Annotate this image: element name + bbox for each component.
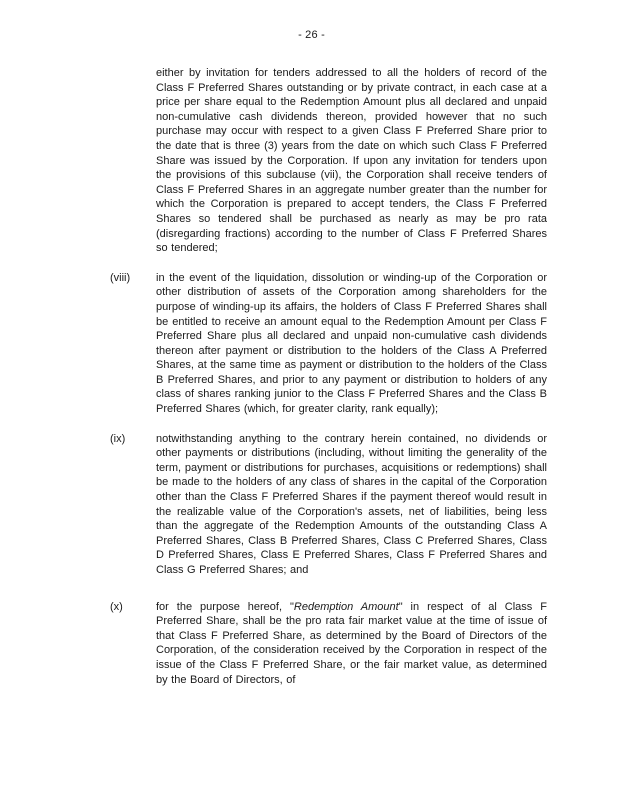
clause-item — [110, 66, 547, 256]
clause-item — [110, 600, 547, 688]
clause-text-segment: for the purpose hereof, " — [156, 600, 294, 613]
clause-text-segment: notwithstanding anything to the contrary herein contained, no dividends or other payments or distributions (including, without limiting the generality of the term, payment or distributions for purchases, acquisitions or redemptions) shall be made to the holders of any class of shares in the capital of the Corporation other than the Class F Preferred Shares if the payment thereof would result in the realizable value of the Corporation's assets, net of liabilities, being less than the aggregate of the Redemption Amounts of the outstanding Class A Preferred Shares, Class B Preferred Shares, Class C Preferred Shares, Class D Preferred Shares, Class E Preferred Shares, Class F Preferred Shares and Class G Preferred Shares; and — [156, 432, 547, 576]
defined-term: Redemption Amount — [293, 600, 399, 613]
clause-text-segment: " in respect of al Class F Preferred Share, shall be the pro rata fair market value at the time of issue of that Class F Preferred Share, as determined by the Board of Directors of the Corporation, of the consideration received by the Corporation in respect of the issue of the Class F Preferred Share, or the fair market value, as determined by the Board of Directors, of — [156, 600, 547, 686]
clause-text-segment: either by invitation for tenders addressed to all the holders of record of the Class F Preferred Shares outstanding or by private contract, in each case at a price per share equal to the Redemption Amount plus all declared and unpaid non-cumulative cash dividends thereon, provided however that no such purchase may occur with respect to a given Class F Preferred Share prior to the date that is three (3) years from the date on which such Class F Preferred Share was issued by the Corporation. If upon any invitation for tenders upon the provisions of this subclause (vii), the Corporation shall receive tenders of Class F Preferred Shares in an aggregate number greater than the number for which the Corporation is prepared to accept tenders, the Class F Preferred Shares so tendered shall be purchased as nearly as may be pro rata (disregarding fractions) according to the number of Class F Preferred Shares so tendered; — [156, 67, 547, 255]
page-number: - 26 - — [298, 29, 325, 41]
clause-number: (ix) — [110, 432, 126, 445]
clause-text-segment: in the event of the liquidation, dissolution or winding-up of the Corporation or other distribution of assets of the Corporation among shareholders for the purpose of winding-up its affairs, the holders of Class F Preferred Shares shall be entitled to receive an amount equal to the Redemption Amount per Class F Preferred Share plus all declared and unpaid non-cumulative cash dividends thereon after payment or distribution to the holders of the Class A Preferred Shares, at the same time as payment or distribution to the holders of the Class B Preferred Shares, and prior to any payment or distribution to holders of any class of shares ranking junior to the Class F Preferred Shares and the Class B Preferred Shares (which, for greater clarity, rank equally); — [156, 271, 547, 416]
clause-number: (viii) — [110, 271, 131, 284]
clause-item — [110, 432, 547, 578]
clause-text — [156, 600, 547, 688]
clause-text — [156, 66, 547, 256]
clause-number: (x) — [110, 600, 123, 613]
clause-list — [110, 66, 547, 702]
clause-item — [110, 271, 547, 417]
clause-number — [110, 66, 156, 256]
clause-text — [156, 271, 547, 417]
clause-text — [156, 432, 547, 578]
